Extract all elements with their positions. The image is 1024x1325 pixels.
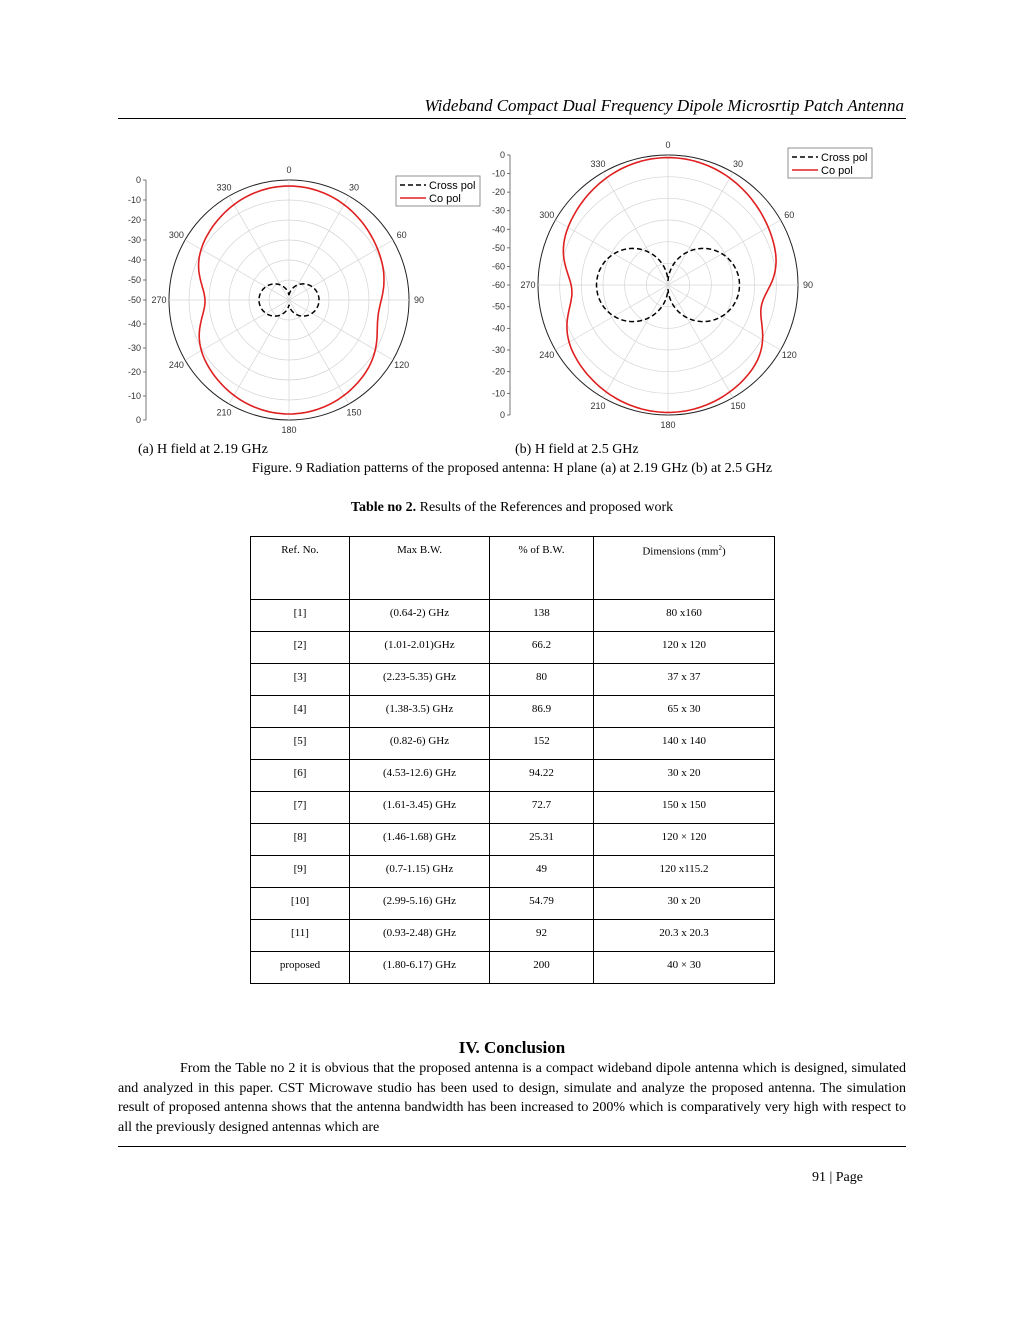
table-cell: [10] <box>251 888 350 920</box>
table-cell: 30 x 20 <box>594 760 775 792</box>
header-dimensions-sup: 2 <box>718 544 722 552</box>
angle-label: 60 <box>784 210 795 220</box>
radial-tick-label: -60 <box>491 280 505 290</box>
footer-rule <box>118 1146 906 1147</box>
header-percent-bw: % of B.W. <box>490 537 594 600</box>
radial-tick-label: -30 <box>491 345 505 355</box>
radial-tick-label: -50 <box>491 301 505 312</box>
table-cell: (0.64-2) GHz <box>350 600 490 632</box>
running-title: Wideband Compact Dual Frequency Dipole Microsrtip Patch Antenna <box>424 96 904 115</box>
table-cell: (1.46-1.68) GHz <box>350 824 490 856</box>
table-cell: (0.7-1.15) GHz <box>350 856 490 888</box>
polar-spoke <box>603 285 668 398</box>
radial-tick-label: -40 <box>127 255 141 265</box>
table-row <box>251 920 775 952</box>
angle-label: 240 <box>539 350 555 360</box>
panel-a-caption: (a) H field at 2.19 GHz <box>138 442 268 457</box>
radial-tick-label: -20 <box>127 215 141 225</box>
angle-label: 240 <box>168 360 184 370</box>
table-cell: 20.3 x 20.3 <box>594 920 775 952</box>
angle-label: 210 <box>216 407 232 418</box>
table-cell: 80 x160 <box>594 600 775 632</box>
header-rule <box>118 118 906 119</box>
polar-spoke <box>185 300 289 360</box>
header-dimensions-close: ) <box>721 545 726 558</box>
angle-label: 300 <box>168 230 184 240</box>
table-cell: 200 <box>490 952 594 984</box>
table-row <box>251 632 775 664</box>
results-table <box>250 536 775 984</box>
table-cell: 120 × 120 <box>594 824 775 856</box>
radial-tick-label: -40 <box>491 323 505 334</box>
table-row <box>251 664 775 696</box>
header-max-bw: Max B.W. <box>350 537 490 600</box>
table-cell: [1] <box>251 600 350 632</box>
table-cell: 65 x 30 <box>594 696 775 728</box>
angle-label: 90 <box>802 280 814 290</box>
table-cell: (4.53-12.6) GHz <box>350 760 490 792</box>
table-cell: [6] <box>251 760 350 792</box>
radial-tick-label: -30 <box>127 343 141 353</box>
radial-tick-label: 0 <box>135 175 141 185</box>
table-cell: [7] <box>251 792 350 824</box>
radial-tick-label: -40 <box>491 224 505 235</box>
radial-tick-label: -10 <box>127 195 141 205</box>
table-cell: 86.9 <box>490 696 594 728</box>
polar-spoke <box>668 285 733 398</box>
table-cell: 40 × 30 <box>594 952 775 984</box>
polar-spoke <box>603 172 668 285</box>
angle-label: 270 <box>151 295 167 305</box>
table-cell: proposed <box>251 952 350 984</box>
radial-tick-label: 0 <box>499 410 505 420</box>
page-number: 91 | Page <box>811 1170 863 1185</box>
table-title-bold: Table no 2. <box>350 500 417 515</box>
figure-caption: Figure. 9 Radiation patterns of the proposed antenna: H plane (a) at 2.19 GHz (b) at 2.5 GHz <box>251 461 773 476</box>
table-cell: [4] <box>251 696 350 728</box>
polar-spoke <box>555 220 668 285</box>
table-row <box>251 856 775 888</box>
header-ref-no: Ref. No. <box>251 537 350 600</box>
table-cell: [9] <box>251 856 350 888</box>
radial-tick-label: -10 <box>491 388 505 399</box>
table-title <box>0 500 1024 516</box>
table-cell: (1.80-6.17) GHz <box>350 952 490 984</box>
table-cell: 25.31 <box>490 824 594 856</box>
angle-label: 0 <box>665 140 671 150</box>
table-cell: (1.61-3.45) GHz <box>350 792 490 824</box>
radial-tick-label: -10 <box>127 391 141 401</box>
table-cell: 120 x115.2 <box>594 856 775 888</box>
radial-tick-label: -10 <box>491 168 505 179</box>
radial-tick-label: -20 <box>491 366 505 377</box>
angle-label: 330 <box>216 182 232 193</box>
table-cell: 120 x 120 <box>594 632 775 664</box>
polar-spoke <box>668 220 781 285</box>
table-cell: 138 <box>490 600 594 632</box>
table-cell: [5] <box>251 728 350 760</box>
conclusion-paragraph: From the Table no 2 it is obvious that the proposed antenna is a compact wideband dipole antenna which is designed, simulated and analyzed in this paper. CST Microwave studio has been used to design, simulate and analyze the proposed antenna. The simulation result of proposed antenna shows that the antenna bandwidth has been increased to 200% which is comparatively very high with respect to all the previously designed antennas which are <box>118 1061 906 1135</box>
legend <box>396 176 480 206</box>
angle-label: 300 <box>539 210 555 220</box>
table-cell: 37 x 37 <box>594 664 775 696</box>
panel-b-caption: (b) H field at 2.5 GHz <box>515 442 639 457</box>
angle-label: 180 <box>660 420 676 430</box>
table-cell: 80 <box>490 664 594 696</box>
table-cell: (1.01-2.01)GHz <box>350 632 490 664</box>
table-cell: (0.93-2.48) GHz <box>350 920 490 952</box>
radial-tick-label: -50 <box>127 295 141 305</box>
polar-spoke <box>668 172 733 285</box>
radial-tick-label: -20 <box>491 187 505 198</box>
header-dimensions-text: Dimensions (mm <box>642 545 719 558</box>
legend <box>788 148 872 178</box>
table-cell: 30 x 20 <box>594 888 775 920</box>
table-cell: [11] <box>251 920 350 952</box>
table-cell: 140 x 140 <box>594 728 775 760</box>
angle-label: 30 <box>732 158 744 169</box>
polar-spoke <box>289 196 349 300</box>
angle-label: 30 <box>348 182 360 193</box>
table-cell: (0.82-6) GHz <box>350 728 490 760</box>
table-cell: 54.79 <box>490 888 594 920</box>
table-row <box>251 600 775 632</box>
radial-tick-label: -50 <box>491 242 505 253</box>
table-row <box>251 792 775 824</box>
table-cell: (2.99-5.16) GHz <box>350 888 490 920</box>
angle-label: 270 <box>520 280 536 290</box>
radial-tick-label: -30 <box>491 205 505 216</box>
polar-plot-b <box>480 130 900 440</box>
angle-label: 330 <box>590 158 606 169</box>
table-row <box>251 952 775 984</box>
header-dimensions <box>594 537 775 600</box>
radial-tick-label: -30 <box>127 235 141 245</box>
table-cell: (2.23-5.35) GHz <box>350 664 490 696</box>
legend-cross-label: Cross pol <box>429 180 476 192</box>
table-header-row <box>251 537 775 600</box>
angle-label: 120 <box>781 350 797 360</box>
table-cell: [2] <box>251 632 350 664</box>
table-cell: 152 <box>490 728 594 760</box>
polar-plot-a <box>127 160 490 440</box>
table-row <box>251 728 775 760</box>
table-cell: 66.2 <box>490 632 594 664</box>
table-row <box>251 696 775 728</box>
table-cell: 94.22 <box>490 760 594 792</box>
angle-label: 0 <box>286 165 292 175</box>
table-row <box>251 760 775 792</box>
table-cell: 72.7 <box>490 792 594 824</box>
table-cell: 150 x 150 <box>594 792 775 824</box>
angle-label: 60 <box>396 230 407 240</box>
radial-tick-label: -20 <box>127 367 141 377</box>
table-cell: [3] <box>251 664 350 696</box>
radial-tick-label: 0 <box>135 415 141 425</box>
table-row <box>251 888 775 920</box>
legend-co-label: Co pol <box>821 165 853 177</box>
table-cell: [8] <box>251 824 350 856</box>
angle-label: 120 <box>394 360 410 370</box>
radial-tick-label: 0 <box>499 150 505 160</box>
table-cell: (1.38-3.5) GHz <box>350 696 490 728</box>
table-title-rest: Results of the References and proposed work <box>416 500 674 515</box>
section-heading: IV. Conclusion <box>458 1038 566 1057</box>
table-cell: 92 <box>490 920 594 952</box>
angle-label: 210 <box>590 401 606 412</box>
angle-label: 150 <box>346 407 362 418</box>
polar-spoke <box>668 285 781 350</box>
radial-tick-label: -60 <box>491 261 505 272</box>
polar-spoke <box>229 300 289 404</box>
table-cell: 49 <box>490 856 594 888</box>
table-row <box>251 824 775 856</box>
angle-label: 180 <box>281 425 297 435</box>
legend-cross-label: Cross pol <box>821 152 868 164</box>
angle-label: 90 <box>413 295 425 305</box>
radial-tick-label: -40 <box>127 319 141 329</box>
legend-co-label: Co pol <box>429 193 461 205</box>
radial-tick-label: -50 <box>127 275 141 285</box>
angle-label: 150 <box>730 401 746 412</box>
